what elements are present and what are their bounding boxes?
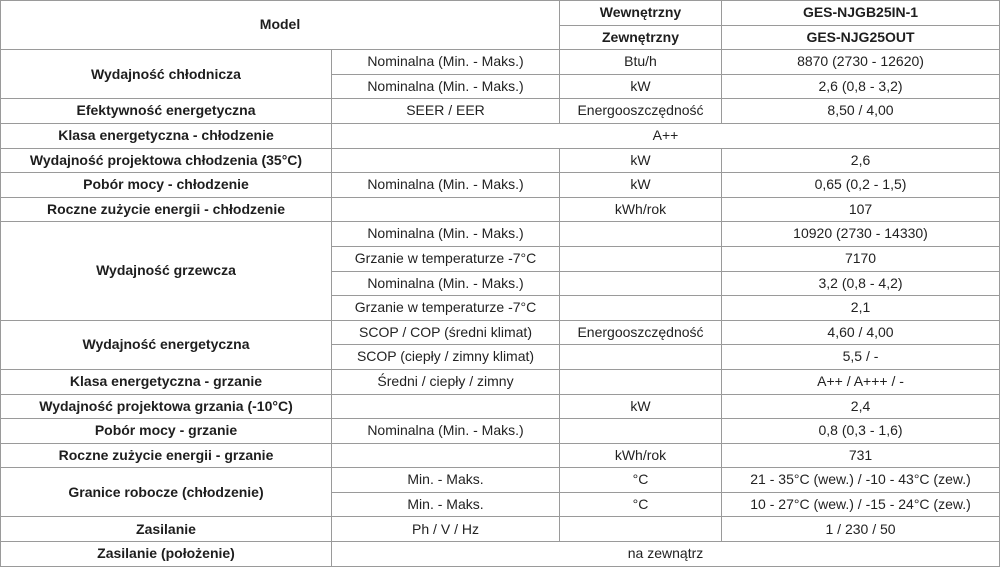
- cell-condition: Nominalna (Min. - Maks.): [332, 50, 560, 75]
- row-label: Efektywność energetyczna: [1, 99, 332, 124]
- table-row: [1, 369, 1000, 394]
- cell-unit: Btu/h: [560, 50, 722, 75]
- cell-condition: Min. - Maks.: [332, 468, 560, 493]
- row-label: Klasa energetyczna - grzanie: [1, 369, 332, 394]
- cell-condition: Grzanie w temperaturze -7°C: [332, 246, 560, 271]
- row-label: Zasilanie (położenie): [1, 542, 332, 567]
- indoor-label: Wewnętrzny: [560, 1, 722, 26]
- cell-condition: [332, 394, 560, 419]
- cell-condition: SCOP / COP (średni klimat): [332, 320, 560, 345]
- cell-condition: Ph / V / Hz: [332, 517, 560, 542]
- cell-value: 2,6 (0,8 - 3,2): [722, 74, 1000, 99]
- cell-unit: kW: [560, 148, 722, 173]
- cell-value: 0,8 (0,3 - 1,6): [722, 419, 1000, 444]
- cell-unit: [560, 419, 722, 444]
- cell-value: 21 - 35°C (wew.) / -10 - 43°C (zew.): [722, 468, 1000, 493]
- cell-condition: Grzanie w temperaturze -7°C: [332, 296, 560, 321]
- cell-condition: Nominalna (Min. - Maks.): [332, 74, 560, 99]
- row-label: Wydajność grzewcza: [1, 222, 332, 320]
- table-row: [1, 419, 1000, 444]
- table-row: [1, 320, 1000, 345]
- cell-condition: Min. - Maks.: [332, 492, 560, 517]
- cell-value: na zewnątrz: [332, 542, 1000, 567]
- cell-value: A++: [332, 123, 1000, 148]
- table-row: [1, 173, 1000, 198]
- cell-condition: Nominalna (Min. - Maks.): [332, 173, 560, 198]
- cell-unit: Energooszczędność: [560, 320, 722, 345]
- cell-unit: °C: [560, 468, 722, 493]
- table-row: [1, 542, 1000, 567]
- cell-unit: kWh/rok: [560, 197, 722, 222]
- table-row: [1, 123, 1000, 148]
- cell-unit: [560, 296, 722, 321]
- cell-unit: kW: [560, 74, 722, 99]
- row-label: Roczne zużycie energii - grzanie: [1, 443, 332, 468]
- cell-value: 2,1: [722, 296, 1000, 321]
- cell-condition: SCOP (ciepły / zimny klimat): [332, 345, 560, 370]
- header-row-indoor: [1, 1, 1000, 26]
- cell-value: 3,2 (0,8 - 4,2): [722, 271, 1000, 296]
- row-label: Pobór mocy - grzanie: [1, 419, 332, 444]
- cell-value: 2,4: [722, 394, 1000, 419]
- cell-condition: Nominalna (Min. - Maks.): [332, 419, 560, 444]
- row-label: Wydajność energetyczna: [1, 320, 332, 369]
- cell-value: 8,50 / 4,00: [722, 99, 1000, 124]
- row-label: Pobór mocy - chłodzenie: [1, 173, 332, 198]
- outdoor-model: GES-NJG25OUT: [722, 25, 1000, 50]
- cell-value: 5,5 / -: [722, 345, 1000, 370]
- table-row: [1, 148, 1000, 173]
- cell-unit: Energooszczędność: [560, 99, 722, 124]
- row-label: Granice robocze (chłodzenie): [1, 468, 332, 517]
- cell-unit: [560, 517, 722, 542]
- cell-value: 7170: [722, 246, 1000, 271]
- cell-value: 10920 (2730 - 14330): [722, 222, 1000, 247]
- cell-unit: kW: [560, 394, 722, 419]
- cell-unit: [560, 345, 722, 370]
- indoor-model: GES-NJGB25IN-1: [722, 1, 1000, 26]
- outdoor-label: Zewnętrzny: [560, 25, 722, 50]
- table-row: [1, 394, 1000, 419]
- cell-unit: [560, 246, 722, 271]
- cell-condition: Nominalna (Min. - Maks.): [332, 222, 560, 247]
- cell-value: 4,60 / 4,00: [722, 320, 1000, 345]
- table-row: [1, 50, 1000, 75]
- cell-unit: kWh/rok: [560, 443, 722, 468]
- cell-value: 1 / 230 / 50: [722, 517, 1000, 542]
- cell-value: 8870 (2730 - 12620): [722, 50, 1000, 75]
- cell-condition: [332, 148, 560, 173]
- cell-unit: °C: [560, 492, 722, 517]
- cell-condition: [332, 197, 560, 222]
- cell-value: 731: [722, 443, 1000, 468]
- table-row: [1, 222, 1000, 247]
- table-row: [1, 99, 1000, 124]
- cell-condition: Średni / ciepły / zimny: [332, 369, 560, 394]
- cell-condition: [332, 443, 560, 468]
- cell-value: A++ / A+++ / -: [722, 369, 1000, 394]
- cell-unit: [560, 222, 722, 247]
- row-label: Wydajność chłodnicza: [1, 50, 332, 99]
- model-header: Model: [1, 1, 560, 50]
- table-row: [1, 468, 1000, 493]
- row-label: Wydajność projektowa grzania (-10°C): [1, 394, 332, 419]
- row-label: Klasa energetyczna - chłodzenie: [1, 123, 332, 148]
- table-row: [1, 197, 1000, 222]
- cell-condition: Nominalna (Min. - Maks.): [332, 271, 560, 296]
- cell-unit: [560, 369, 722, 394]
- table-row: [1, 517, 1000, 542]
- cell-value: 10 - 27°C (wew.) / -15 - 24°C (zew.): [722, 492, 1000, 517]
- cell-value: 2,6: [722, 148, 1000, 173]
- row-label: Wydajność projektowa chłodzenia (35°C): [1, 148, 332, 173]
- cell-unit: kW: [560, 173, 722, 198]
- cell-value: 107: [722, 197, 1000, 222]
- cell-unit: [560, 271, 722, 296]
- row-label: Roczne zużycie energii - chłodzenie: [1, 197, 332, 222]
- cell-condition: SEER / EER: [332, 99, 560, 124]
- table-row: [1, 443, 1000, 468]
- cell-value: 0,65 (0,2 - 1,5): [722, 173, 1000, 198]
- row-label: Zasilanie: [1, 517, 332, 542]
